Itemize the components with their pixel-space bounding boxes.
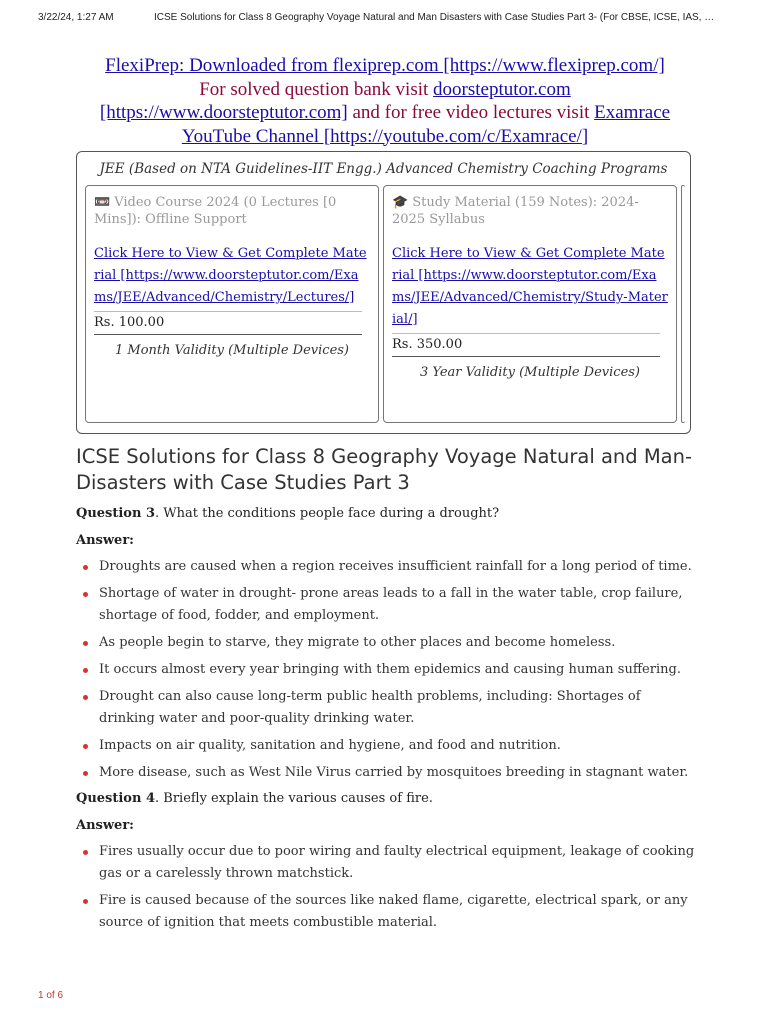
list-item: Impacts on air quality, sanitation and hygiene, and food and nutrition. <box>99 735 696 757</box>
flexiprep-link[interactable]: FlexiPrep: Downloaded from flexiprep.com [https://www.flexiprep.com/] <box>105 55 665 76</box>
youtube-channel-link[interactable]: YouTube Channel [https://youtube.com/c/Examrace/] <box>181 125 589 147</box>
course-card-video <box>85 185 379 423</box>
article <box>76 444 696 939</box>
price: Rs. 350.00 <box>392 333 660 357</box>
list-item: Fire is caused because of the sources like naked flame, cigarette, electrical spark, or any source of ignition that meets combustible material. <box>99 890 696 934</box>
answer-label: Answer: <box>76 818 134 833</box>
video-lectures-text: and for free video lectures visit <box>347 102 595 123</box>
print-datetime: 3/22/24, 1:27 AM <box>38 12 114 23</box>
print-title: ICSE Solutions for Class 8 Geography Voyage Natural and Man Disasters with Case Studies Part 3- (For CBSE, ICSE, IAS, … <box>154 12 715 23</box>
course-box-title: JEE (Based on NTA Guidelines-IIT Engg.) Advanced Chemistry Coaching Programs <box>99 161 668 177</box>
examrace-link[interactable]: Examrace <box>594 102 671 123</box>
list-item: Shortage of water in drought- prone areas leads to a fall in the water table, crop failure, shortage of food, fodder, and employment. <box>99 583 696 627</box>
list-item: More disease, such as West Nile Virus carried by mosquitoes breeding in stagnant water. <box>99 762 696 784</box>
graduation-cap-icon: 🎓 <box>392 195 409 210</box>
doorsteptutor-link[interactable]: doorsteptutor.com <box>433 78 571 100</box>
list-item: Fires usually occur due to poor wiring and faulty electrical equipment, leakage of cooking gas or a carelessly thrown matchstick. <box>99 841 696 885</box>
view-material-link[interactable]: Click Here to View & Get Complete Material [https://www.doorsteptutor.com/Exams/JEE/Advanced/Chemistry/Study-Material/] <box>392 246 668 327</box>
course-card-partial <box>681 185 685 423</box>
answer-list-q3 <box>76 556 696 784</box>
price: Rs. 100.00 <box>94 311 362 335</box>
validity-text: 3 Year Validity (Multiple Devices) <box>419 365 641 380</box>
card-heading: 🎓 Study Material (159 Notes): 2024-2025 Syllabus <box>392 195 639 227</box>
doorsteptutor-url-link[interactable]: [https://www.doorsteptutor.com] <box>99 102 348 123</box>
question-bank-text: For solved question bank visit <box>199 78 434 100</box>
answer-label: Answer: <box>76 533 134 548</box>
video-cassette-icon: 📼 <box>94 195 111 210</box>
flexiprep-banner <box>76 54 694 148</box>
list-item: As people begin to starve, they migrate to other places and become homeless. <box>99 632 696 654</box>
validity-text: 1 Month Validity (Multiple Devices) <box>114 343 350 358</box>
course-promo-box <box>76 151 691 434</box>
card-heading: 📼 Video Course 2024 (0 Lectures [0 Mins]): Offline Support <box>94 195 337 227</box>
view-material-link[interactable]: Click Here to View & Get Complete Material [https://www.doorsteptutor.com/Exams/JEE/Advanced/Chemistry/Lectures/] <box>94 246 367 305</box>
article-heading: ICSE Solutions for Class 8 Geography Voyage Natural and Man-Disasters with Case Studies Part 3 <box>76 445 693 494</box>
list-item: Drought can also cause long-term public health problems, including: Shortages of drinking water and poor-quality drinking water. <box>99 686 696 730</box>
list-item: Droughts are caused when a region receives insufficient rainfall for a long period of time. <box>99 556 696 578</box>
question-4: Question 4. Briefly explain the various causes of fire. <box>76 791 433 806</box>
print-header <box>38 12 758 23</box>
list-item: It occurs almost every year bringing with them epidemics and causing human suffering. <box>99 659 696 681</box>
page-counter: 1 of 6 <box>38 990 64 1001</box>
question-3: Question 3. What the conditions people face during a drought? <box>76 506 500 521</box>
answer-list-q4 <box>76 841 696 934</box>
course-card-study-material <box>383 185 677 423</box>
